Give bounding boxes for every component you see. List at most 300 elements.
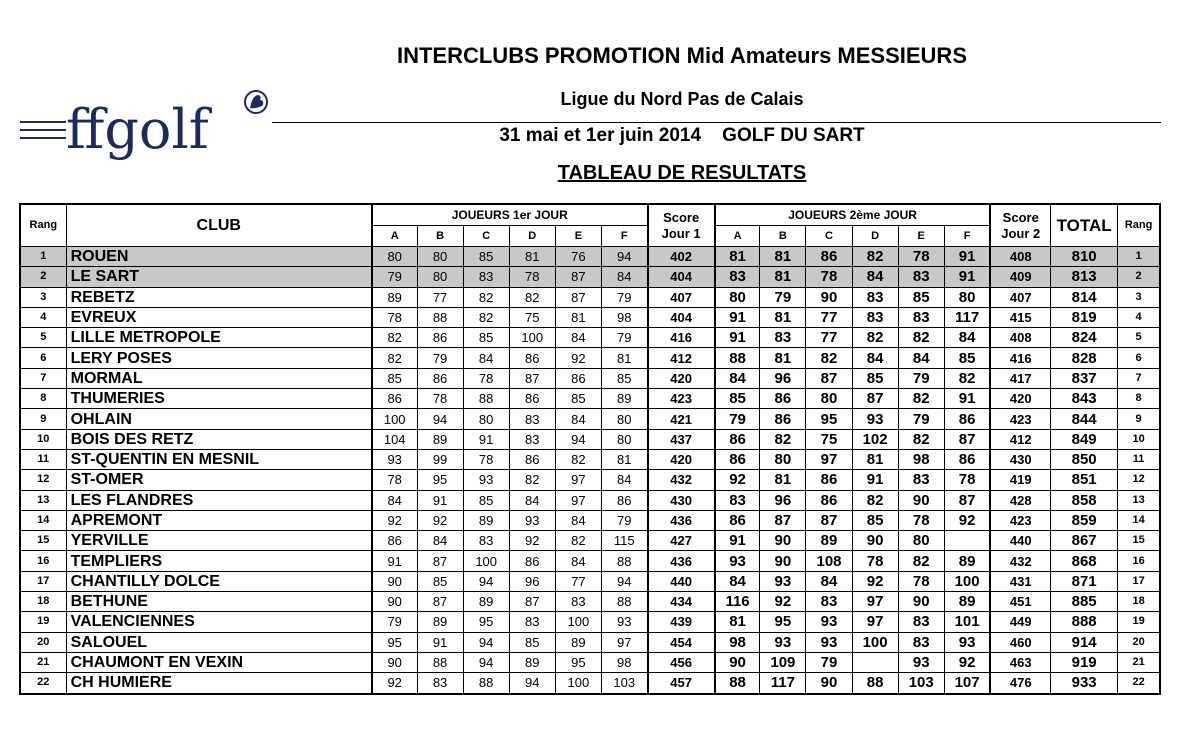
day2-score: 85 bbox=[715, 389, 760, 409]
day2-score: 81 bbox=[760, 247, 806, 267]
day1-score: 81 bbox=[601, 449, 647, 469]
score-day1: 430 bbox=[648, 490, 715, 510]
day1-score: 81 bbox=[509, 247, 555, 267]
day1-score: 84 bbox=[555, 409, 601, 429]
day2-score: 82 bbox=[852, 247, 898, 267]
rank-cell-right: 13 bbox=[1118, 490, 1160, 510]
rank-cell: 7 bbox=[20, 368, 66, 388]
day1-score: 88 bbox=[417, 652, 463, 672]
day1-score: 92 bbox=[372, 673, 417, 694]
day2-score: 80 bbox=[760, 449, 806, 469]
day1-score: 100 bbox=[555, 673, 601, 694]
day1-score: 92 bbox=[372, 510, 417, 530]
rank-cell: 1 bbox=[20, 247, 66, 267]
day2-score: 86 bbox=[806, 490, 852, 510]
col-header-day2-player: C bbox=[806, 226, 852, 247]
day2-score: 100 bbox=[944, 571, 990, 591]
club-name: SALOUEL bbox=[66, 632, 372, 652]
day2-score: 83 bbox=[806, 592, 852, 612]
day1-score: 87 bbox=[509, 368, 555, 388]
table-row bbox=[20, 510, 1160, 530]
table-row bbox=[20, 267, 1160, 287]
score-day1: 420 bbox=[648, 368, 715, 388]
day2-score: 95 bbox=[760, 612, 806, 632]
day1-score: 80 bbox=[601, 429, 647, 449]
day1-score: 88 bbox=[463, 673, 509, 694]
day2-score: 87 bbox=[852, 389, 898, 409]
day2-score: 90 bbox=[852, 531, 898, 551]
table-row bbox=[20, 571, 1160, 591]
day2-score: 78 bbox=[898, 247, 944, 267]
event-date-venue: 31 mai et 1er juin 2014 GOLF DU SART bbox=[499, 125, 865, 146]
day1-score: 83 bbox=[509, 409, 555, 429]
rank-cell: 16 bbox=[20, 551, 66, 571]
score-day1: 416 bbox=[648, 328, 715, 348]
day2-score: 87 bbox=[760, 510, 806, 530]
club-name: YERVILLE bbox=[66, 531, 372, 551]
rank-cell: 3 bbox=[20, 287, 66, 307]
day1-score: 100 bbox=[463, 551, 509, 571]
rank-cell: 4 bbox=[20, 307, 66, 327]
club-name: EVREUX bbox=[66, 307, 372, 327]
score-day2: 430 bbox=[990, 449, 1050, 469]
day2-score: 90 bbox=[760, 531, 806, 551]
rank-cell: 21 bbox=[20, 652, 66, 672]
score-day2: 432 bbox=[990, 551, 1050, 571]
score-day2: 407 bbox=[990, 287, 1050, 307]
day2-score: 88 bbox=[715, 348, 760, 368]
day2-score: 82 bbox=[898, 328, 944, 348]
day1-score: 84 bbox=[601, 470, 647, 490]
day1-score: 93 bbox=[509, 510, 555, 530]
score-day2: 409 bbox=[990, 267, 1050, 287]
day2-score: 93 bbox=[715, 551, 760, 571]
day1-score: 84 bbox=[372, 490, 417, 510]
club-name: ST-QUENTIN EN MESNIL bbox=[66, 449, 372, 469]
day1-score: 85 bbox=[555, 389, 601, 409]
day1-score: 79 bbox=[372, 267, 417, 287]
ffgolf-logo bbox=[20, 88, 272, 168]
day2-score: 90 bbox=[898, 490, 944, 510]
rank-cell-right: 14 bbox=[1118, 510, 1160, 530]
day1-score: 100 bbox=[555, 612, 601, 632]
table-row bbox=[20, 409, 1160, 429]
day1-score: 98 bbox=[601, 307, 647, 327]
col-header-day1-player: D bbox=[509, 226, 555, 247]
rank-cell: 12 bbox=[20, 470, 66, 490]
score-day2: 408 bbox=[990, 247, 1050, 267]
day2-score: 89 bbox=[944, 551, 990, 571]
rank-cell-right: 18 bbox=[1118, 592, 1160, 612]
day2-score: 78 bbox=[806, 267, 852, 287]
day2-score: 83 bbox=[760, 328, 806, 348]
day2-score: 93 bbox=[806, 632, 852, 652]
day2-score: 93 bbox=[760, 571, 806, 591]
day2-score: 92 bbox=[852, 571, 898, 591]
col-header-day2-player: A bbox=[715, 226, 760, 247]
day1-score: 79 bbox=[601, 328, 647, 348]
day1-score: 92 bbox=[417, 510, 463, 530]
day2-score: 86 bbox=[715, 510, 760, 530]
day1-score: 88 bbox=[463, 389, 509, 409]
day2-score: 81 bbox=[760, 307, 806, 327]
day2-score: 92 bbox=[760, 592, 806, 612]
table-row bbox=[20, 287, 1160, 307]
score-day2: 416 bbox=[990, 348, 1050, 368]
day1-score: 89 bbox=[463, 592, 509, 612]
rank-cell-right: 19 bbox=[1118, 612, 1160, 632]
day2-score: 89 bbox=[806, 531, 852, 551]
club-name: THUMERIES bbox=[66, 389, 372, 409]
table-row bbox=[20, 307, 1160, 327]
club-name: MORMAL bbox=[66, 368, 372, 388]
day2-score: 101 bbox=[944, 612, 990, 632]
day2-score: 85 bbox=[852, 510, 898, 530]
rank-cell-right: 5 bbox=[1118, 328, 1160, 348]
day1-score: 82 bbox=[555, 531, 601, 551]
day1-score: 100 bbox=[372, 409, 417, 429]
day2-score: 91 bbox=[944, 267, 990, 287]
day1-score: 94 bbox=[463, 571, 509, 591]
day1-score: 91 bbox=[463, 429, 509, 449]
day2-score: 77 bbox=[806, 328, 852, 348]
day2-score: 84 bbox=[806, 571, 852, 591]
day2-score: 107 bbox=[944, 673, 990, 694]
day1-score: 104 bbox=[372, 429, 417, 449]
day2-score: 86 bbox=[760, 409, 806, 429]
day2-score: 91 bbox=[715, 328, 760, 348]
day1-score: 94 bbox=[463, 652, 509, 672]
club-name: TEMPLIERS bbox=[66, 551, 372, 571]
rank-cell-right: 11 bbox=[1118, 449, 1160, 469]
table-row bbox=[20, 652, 1160, 672]
rank-cell-right: 21 bbox=[1118, 652, 1160, 672]
score-day1: 423 bbox=[648, 389, 715, 409]
day1-score: 83 bbox=[555, 592, 601, 612]
col-header-day1-player: B bbox=[417, 226, 463, 247]
day2-score: 91 bbox=[852, 470, 898, 490]
total-score: 849 bbox=[1051, 429, 1118, 449]
day1-score: 91 bbox=[417, 632, 463, 652]
club-name: LES FLANDRES bbox=[66, 490, 372, 510]
table-row bbox=[20, 673, 1160, 694]
col-header-day2: JOUEURS 2ème JOUR bbox=[715, 204, 991, 226]
club-name: LILLE METROPOLE bbox=[66, 328, 372, 348]
total-score: 843 bbox=[1051, 389, 1118, 409]
day1-score: 82 bbox=[463, 307, 509, 327]
rank-cell: 19 bbox=[20, 612, 66, 632]
day1-score: 83 bbox=[509, 429, 555, 449]
day2-score: 79 bbox=[760, 287, 806, 307]
col-header-club: CLUB bbox=[66, 204, 372, 247]
col-header-day2-player: B bbox=[760, 226, 806, 247]
score-day2: 440 bbox=[990, 531, 1050, 551]
rank-cell-right: 3 bbox=[1118, 287, 1160, 307]
day2-score: 84 bbox=[715, 368, 760, 388]
day2-score: 83 bbox=[898, 470, 944, 490]
score-day2: 415 bbox=[990, 307, 1050, 327]
day1-score: 93 bbox=[601, 612, 647, 632]
day2-score: 79 bbox=[898, 368, 944, 388]
day1-score: 103 bbox=[601, 673, 647, 694]
day1-score: 79 bbox=[417, 348, 463, 368]
rank-cell-right: 10 bbox=[1118, 429, 1160, 449]
day2-score: 90 bbox=[715, 652, 760, 672]
day2-score: 81 bbox=[715, 247, 760, 267]
rank-cell: 10 bbox=[20, 429, 66, 449]
score-day2: 476 bbox=[990, 673, 1050, 694]
table-row bbox=[20, 449, 1160, 469]
logo-text: ffgolf bbox=[66, 98, 209, 161]
day1-score: 90 bbox=[372, 571, 417, 591]
col-header-day2-player: D bbox=[852, 226, 898, 247]
total-score: 851 bbox=[1051, 470, 1118, 490]
score-day2: 431 bbox=[990, 571, 1050, 591]
day1-score: 115 bbox=[601, 531, 647, 551]
day2-score: 109 bbox=[760, 652, 806, 672]
day1-score: 94 bbox=[417, 409, 463, 429]
col-header-score-day1: Score Jour 1 bbox=[648, 204, 715, 247]
day1-score: 80 bbox=[463, 409, 509, 429]
day1-score: 80 bbox=[601, 409, 647, 429]
day1-score: 82 bbox=[555, 449, 601, 469]
day1-score: 86 bbox=[509, 348, 555, 368]
rank-cell-right: 9 bbox=[1118, 409, 1160, 429]
score-day2: 428 bbox=[990, 490, 1050, 510]
score-day2: 423 bbox=[990, 409, 1050, 429]
day1-score: 77 bbox=[417, 287, 463, 307]
total-score: 919 bbox=[1051, 652, 1118, 672]
day2-score: 97 bbox=[806, 449, 852, 469]
day2-score: 87 bbox=[806, 368, 852, 388]
day1-score: 87 bbox=[509, 592, 555, 612]
score-day1: 421 bbox=[648, 409, 715, 429]
day2-score: 91 bbox=[944, 389, 990, 409]
day1-score: 85 bbox=[417, 571, 463, 591]
col-header-day1-player: E bbox=[555, 226, 601, 247]
col-header-day1: JOUEURS 1er JOUR bbox=[372, 204, 648, 226]
score-day2: 420 bbox=[990, 389, 1050, 409]
day2-score: 84 bbox=[944, 328, 990, 348]
rank-cell-right: 4 bbox=[1118, 307, 1160, 327]
day1-score: 85 bbox=[509, 632, 555, 652]
day1-score: 78 bbox=[509, 267, 555, 287]
day2-score: 86 bbox=[806, 247, 852, 267]
day2-score: 83 bbox=[898, 632, 944, 652]
day2-score: 85 bbox=[852, 368, 898, 388]
score-day2: 423 bbox=[990, 510, 1050, 530]
score-day1: 427 bbox=[648, 531, 715, 551]
day1-score: 86 bbox=[417, 368, 463, 388]
table-row bbox=[20, 389, 1160, 409]
day1-score: 96 bbox=[509, 571, 555, 591]
day2-score: 88 bbox=[852, 673, 898, 694]
day1-score: 93 bbox=[372, 449, 417, 469]
day1-score: 78 bbox=[417, 389, 463, 409]
day1-score: 95 bbox=[372, 632, 417, 652]
day2-score bbox=[944, 531, 990, 551]
total-score: 850 bbox=[1051, 449, 1118, 469]
day2-score: 87 bbox=[944, 490, 990, 510]
table-row bbox=[20, 592, 1160, 612]
score-day1: 407 bbox=[648, 287, 715, 307]
day2-score: 86 bbox=[944, 409, 990, 429]
day1-score: 88 bbox=[601, 592, 647, 612]
day1-score: 82 bbox=[372, 348, 417, 368]
day2-score: 86 bbox=[715, 429, 760, 449]
day2-score: 92 bbox=[944, 652, 990, 672]
day2-score: 82 bbox=[898, 429, 944, 449]
day1-score: 84 bbox=[555, 551, 601, 571]
day1-score: 87 bbox=[417, 592, 463, 612]
rank-cell-right: 8 bbox=[1118, 389, 1160, 409]
day2-score: 83 bbox=[898, 612, 944, 632]
day1-score: 94 bbox=[463, 632, 509, 652]
day1-score: 99 bbox=[417, 449, 463, 469]
total-score: 888 bbox=[1051, 612, 1118, 632]
day1-score: 90 bbox=[372, 592, 417, 612]
day2-score: 87 bbox=[806, 510, 852, 530]
score-day1: 436 bbox=[648, 510, 715, 530]
day2-score: 116 bbox=[715, 592, 760, 612]
day2-score: 79 bbox=[715, 409, 760, 429]
total-score: 868 bbox=[1051, 551, 1118, 571]
day2-score: 83 bbox=[852, 287, 898, 307]
day1-score: 82 bbox=[372, 328, 417, 348]
day1-score: 95 bbox=[417, 470, 463, 490]
day2-score: 88 bbox=[715, 673, 760, 694]
score-day1: 436 bbox=[648, 551, 715, 571]
rank-cell-right: 15 bbox=[1118, 531, 1160, 551]
total-score: 819 bbox=[1051, 307, 1118, 327]
day1-score: 92 bbox=[555, 348, 601, 368]
score-day1: 440 bbox=[648, 571, 715, 591]
day1-score: 83 bbox=[417, 673, 463, 694]
rank-cell-right: 2 bbox=[1118, 267, 1160, 287]
day2-score: 93 bbox=[898, 652, 944, 672]
club-name: LERY POSES bbox=[66, 348, 372, 368]
day1-score: 84 bbox=[417, 531, 463, 551]
rank-cell-right: 6 bbox=[1118, 348, 1160, 368]
score-day2: 412 bbox=[990, 429, 1050, 449]
day1-score: 76 bbox=[555, 247, 601, 267]
day1-score: 88 bbox=[601, 551, 647, 571]
day2-score: 85 bbox=[944, 348, 990, 368]
day2-score: 90 bbox=[806, 287, 852, 307]
day2-score: 82 bbox=[852, 328, 898, 348]
day2-score: 117 bbox=[944, 307, 990, 327]
day1-score: 89 bbox=[417, 429, 463, 449]
table-row bbox=[20, 348, 1160, 368]
day1-score: 87 bbox=[555, 287, 601, 307]
day1-score: 79 bbox=[601, 287, 647, 307]
day2-score: 84 bbox=[715, 571, 760, 591]
club-name: CH HUMIERE bbox=[66, 673, 372, 694]
rank-cell: 11 bbox=[20, 449, 66, 469]
day2-score: 96 bbox=[760, 368, 806, 388]
day2-score: 80 bbox=[715, 287, 760, 307]
total-score: 824 bbox=[1051, 328, 1118, 348]
score-day2: 463 bbox=[990, 652, 1050, 672]
day1-score: 89 bbox=[417, 612, 463, 632]
day2-score: 102 bbox=[852, 429, 898, 449]
day2-score bbox=[852, 652, 898, 672]
day2-score: 78 bbox=[898, 571, 944, 591]
rank-cell: 2 bbox=[20, 267, 66, 287]
total-score: 837 bbox=[1051, 368, 1118, 388]
rank-cell-right: 17 bbox=[1118, 571, 1160, 591]
header-rule bbox=[272, 122, 1161, 123]
score-day1: 434 bbox=[648, 592, 715, 612]
score-day1: 402 bbox=[648, 247, 715, 267]
table-row bbox=[20, 247, 1160, 267]
day2-score: 82 bbox=[898, 551, 944, 571]
rank-cell: 20 bbox=[20, 632, 66, 652]
rank-cell: 22 bbox=[20, 673, 66, 694]
day1-score: 86 bbox=[555, 368, 601, 388]
day1-score: 85 bbox=[463, 328, 509, 348]
day2-score: 83 bbox=[715, 267, 760, 287]
rank-cell: 9 bbox=[20, 409, 66, 429]
day2-score: 80 bbox=[898, 531, 944, 551]
day1-score: 93 bbox=[463, 470, 509, 490]
day2-score: 82 bbox=[944, 368, 990, 388]
day1-score: 78 bbox=[372, 307, 417, 327]
day2-score: 92 bbox=[944, 510, 990, 530]
day1-score: 88 bbox=[417, 307, 463, 327]
col-header-day1-player: A bbox=[372, 226, 417, 247]
day1-score: 79 bbox=[372, 612, 417, 632]
day2-score: 86 bbox=[806, 470, 852, 490]
day2-score: 93 bbox=[806, 612, 852, 632]
day2-score: 78 bbox=[898, 510, 944, 530]
day1-score: 89 bbox=[601, 389, 647, 409]
club-name: ROUEN bbox=[66, 247, 372, 267]
day1-score: 83 bbox=[463, 531, 509, 551]
table-row bbox=[20, 328, 1160, 348]
day2-score: 80 bbox=[944, 287, 990, 307]
score-day1: 404 bbox=[648, 267, 715, 287]
day1-score: 84 bbox=[555, 328, 601, 348]
day2-score: 79 bbox=[898, 409, 944, 429]
results-table bbox=[19, 203, 1161, 695]
day2-score: 108 bbox=[806, 551, 852, 571]
table-row bbox=[20, 531, 1160, 551]
score-day1: 437 bbox=[648, 429, 715, 449]
day2-score: 97 bbox=[852, 592, 898, 612]
day1-score: 78 bbox=[372, 470, 417, 490]
day2-score: 85 bbox=[898, 287, 944, 307]
day2-score: 98 bbox=[898, 449, 944, 469]
club-name: VALENCIENNES bbox=[66, 612, 372, 632]
day2-score: 91 bbox=[715, 307, 760, 327]
day1-score: 94 bbox=[509, 673, 555, 694]
day2-score: 91 bbox=[715, 531, 760, 551]
day2-score: 86 bbox=[715, 449, 760, 469]
day2-score: 93 bbox=[760, 632, 806, 652]
table-title: TABLEAU DE RESULTATS bbox=[557, 162, 807, 184]
day2-score: 81 bbox=[760, 348, 806, 368]
day1-score: 91 bbox=[417, 490, 463, 510]
col-header-rang-right: Rang bbox=[1118, 204, 1160, 247]
day2-score: 103 bbox=[898, 673, 944, 694]
day1-score: 86 bbox=[509, 389, 555, 409]
day1-score: 86 bbox=[372, 531, 417, 551]
col-header-day1-player: C bbox=[463, 226, 509, 247]
club-name: CHAUMONT EN VEXIN bbox=[66, 652, 372, 672]
day2-score: 78 bbox=[852, 551, 898, 571]
score-day1: 439 bbox=[648, 612, 715, 632]
